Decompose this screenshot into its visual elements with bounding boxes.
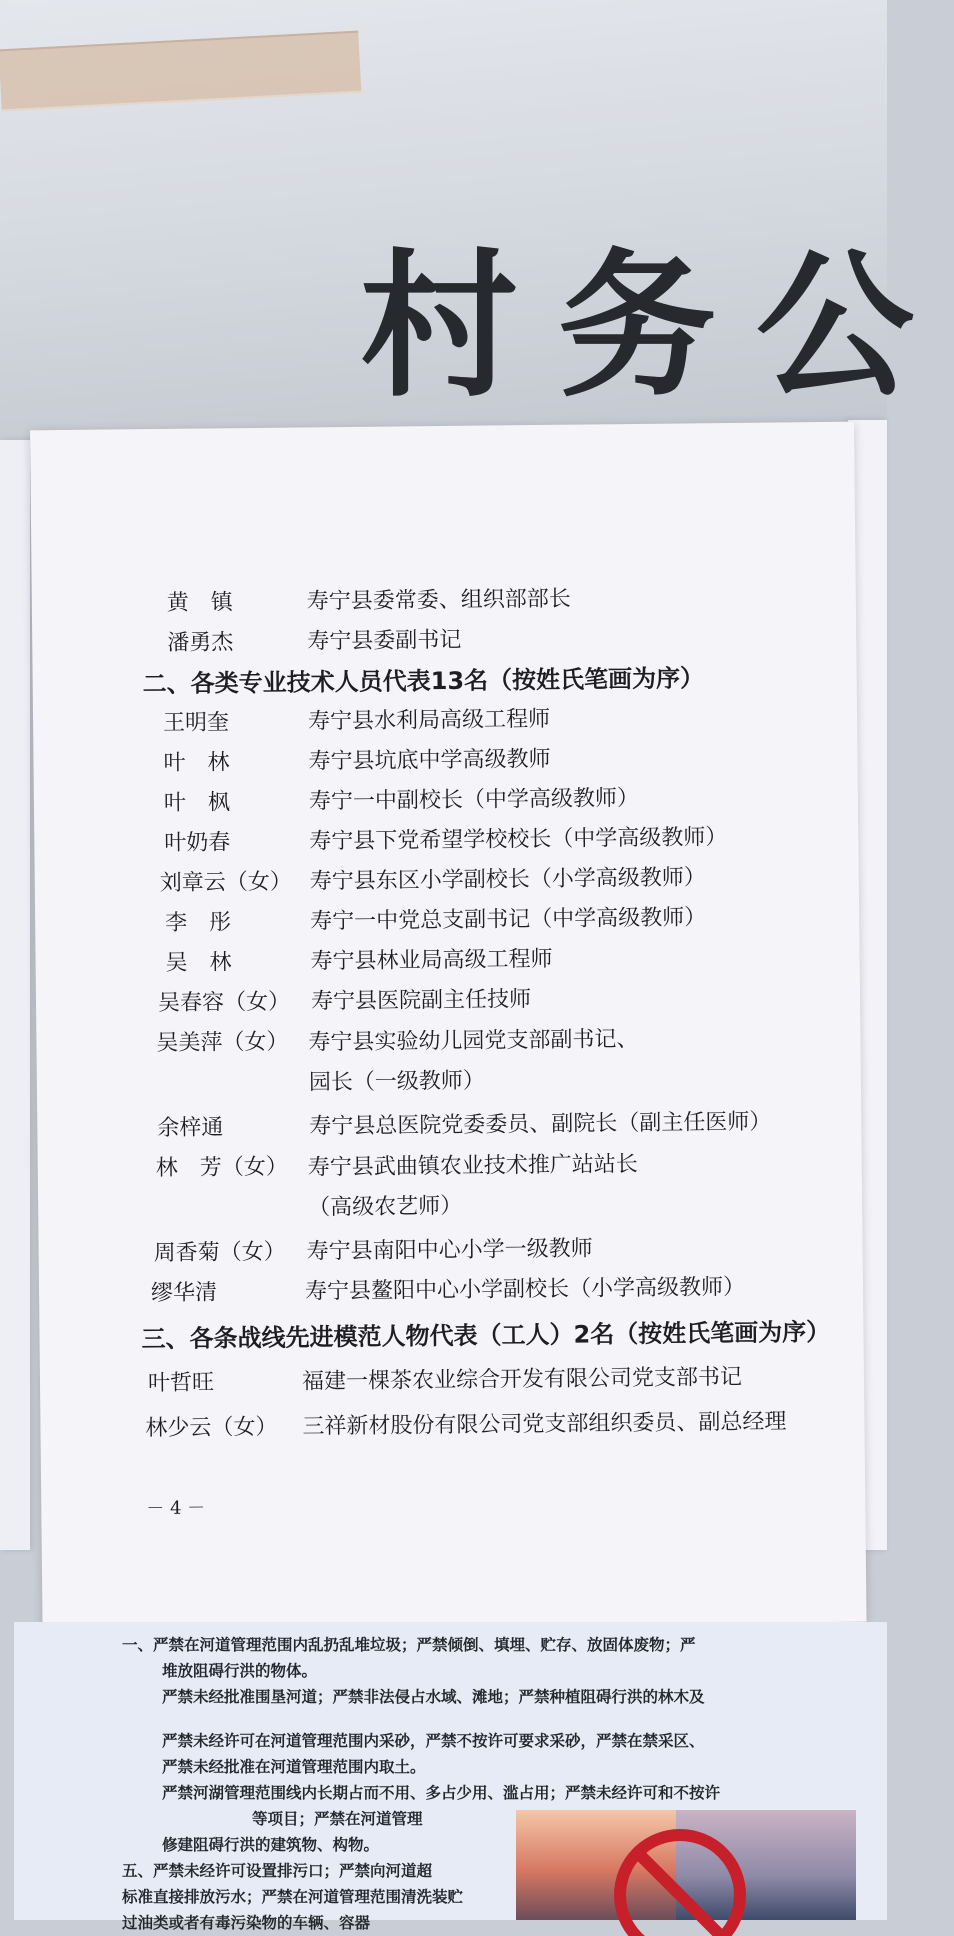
person-name: 周香菊（女）	[153, 1239, 286, 1267]
notice-line: 严禁未经批准围垦河道；严禁非法侵占水域、滩地；严禁种植阻碍行洪的林木及	[162, 1688, 705, 1706]
list-item	[36, 982, 860, 1017]
list-item	[37, 1107, 861, 1142]
notice-line: 严禁未经许可在河道管理范围内采砂，严禁不按许可要求采砂，严禁在禁采区、	[162, 1732, 705, 1750]
list-item	[40, 1362, 864, 1397]
person-title: 寿宁县实验幼儿园党支部副书记、园长（一级教师）	[308, 1026, 639, 1096]
document-page	[30, 422, 867, 1631]
notice-line: 五、严禁未经许可设置排污口；严禁向河道超	[122, 1862, 433, 1880]
person-name: 余梓通	[157, 1115, 224, 1142]
person-name: 叶 林	[163, 750, 230, 776]
person-title: 寿宁县委副书记	[307, 627, 462, 655]
section-heading-2: 二、各类专业技术人员代表13名（按姓氏笔画为序）	[142, 664, 705, 699]
list-item	[34, 782, 858, 816]
tape-strip	[0, 31, 361, 112]
person-name: 缪华清	[150, 1280, 218, 1307]
person-title: 寿宁县坑底中学高级教师	[308, 746, 551, 775]
list-item	[36, 1022, 860, 1096]
notice-line: 等项目；严禁在河道管理	[252, 1810, 423, 1828]
person-name: 潘勇杰	[167, 630, 234, 656]
list-item	[34, 822, 858, 856]
person-title: 福建一棵茶农业综合开发有限公司党支部书记	[301, 1364, 743, 1395]
person-title: 寿宁县水利局高级工程师	[307, 706, 551, 735]
list-item	[39, 1232, 863, 1267]
list-item	[32, 582, 856, 616]
board-title: 村务公	[360, 235, 954, 419]
list-item	[35, 862, 859, 896]
person-name: 王明奎	[162, 710, 230, 736]
document-body	[30, 422, 867, 1631]
list-item	[32, 622, 856, 656]
notice-line: 修建阻碍行洪的建筑物、构物。	[162, 1836, 380, 1854]
person-title: 寿宁县下党希望学校校长（中学高级教师）	[309, 825, 728, 855]
person-title: 寿宁县武曲镇农业技术推广站站长（高级农艺师）	[307, 1151, 638, 1221]
person-title: 寿宁县总医院党委委员、副院长（副主任医师）	[309, 1109, 772, 1140]
person-title: 寿宁一中党总支副书记（中学高级教师）	[310, 905, 707, 935]
person-title: 寿宁一中副校长（中学高级教师）	[308, 785, 640, 815]
notice-line: 一、严禁在河道管理范围内乱扔乱堆垃圾；严禁倾倒、填埋、贮存、放固体废物；严	[122, 1636, 696, 1654]
person-title: 寿宁县医院副主任技师	[310, 987, 532, 1015]
notice-line: 标准直接排放污水；严禁在河道管理范围清洗装贮	[122, 1888, 464, 1906]
person-name: 叶 枫	[163, 790, 231, 816]
person-name: 叶奶春	[164, 830, 231, 856]
person-title: 寿宁县鳌阳中心小学副校长（小学高级教师）	[304, 1274, 746, 1305]
list-item	[39, 1272, 863, 1307]
person-title: 三祥新材股份有限公司党支部组织委员、副总经理	[302, 1409, 787, 1440]
person-name: 刘章云（女）	[159, 869, 292, 896]
person-title: 寿宁县林业局高级工程师	[310, 946, 553, 975]
list-item	[35, 942, 859, 976]
list-item	[33, 742, 857, 776]
notice-line: 严禁河湖管理范围线内长期占而不用、多占少用、滥占用；严禁未经许可和不按许	[162, 1784, 721, 1802]
person-name: 林 芳（女）	[155, 1154, 288, 1182]
list-item	[35, 902, 859, 936]
list-item	[40, 1407, 864, 1442]
person-title: 寿宁县东区小学副校长（小学高级教师）	[309, 865, 706, 895]
notice-line: 堆放阻碍行洪的物体。	[162, 1662, 318, 1680]
person-name: 吴春容（女）	[157, 989, 291, 1017]
person-name: 林少云（女）	[145, 1414, 278, 1442]
adjacent-paper-left	[0, 440, 30, 1550]
notice-line: 过油类或者有毒污染物的车辆、容器	[122, 1914, 371, 1932]
section-heading-3: 三、各条战线先进模范人物代表（工人）2名（按姓氏笔画为序）	[141, 1317, 831, 1354]
person-name: 李 彤	[165, 910, 232, 936]
list-item	[38, 1147, 862, 1221]
person-name: 黄 镇	[166, 590, 233, 616]
page-number: － 4 －	[146, 1497, 206, 1520]
list-item	[33, 702, 857, 736]
person-title: 寿宁县南阳中心小学一级教师	[306, 1236, 593, 1265]
notice-line: 严禁未经批准在河道管理范围内取土。	[162, 1758, 426, 1776]
prohibition-sign-icon	[605, 1810, 755, 1920]
person-name: 叶哲旺	[147, 1370, 215, 1397]
person-title: 寿宁县委常委、组织部部长	[306, 586, 571, 615]
person-name: 吴 林	[165, 950, 232, 976]
person-name: 吴美萍（女）	[156, 1029, 289, 1057]
notice-board-background	[0, 0, 954, 440]
